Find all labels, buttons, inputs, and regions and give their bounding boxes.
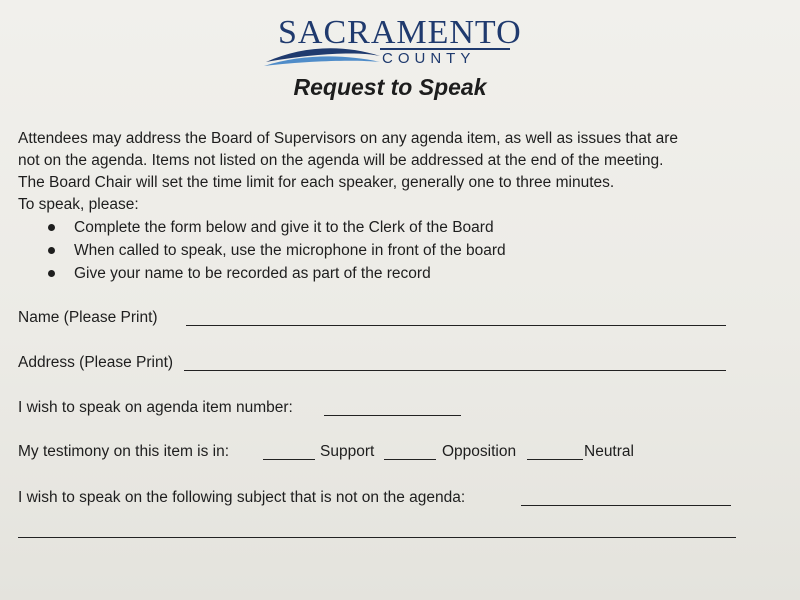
list-item: Give your name to be recorded as part of the record: [18, 262, 718, 285]
testimony-label: My testimony on this item is in:: [18, 443, 230, 460]
instructions-list: [18, 216, 718, 285]
neutral-blank[interactable]: [527, 459, 583, 460]
name-field[interactable]: [186, 325, 726, 326]
intro-line: To speak, please:: [18, 196, 139, 213]
intro-paragraph: [18, 128, 778, 216]
intro-line: The Board Chair will set the time limit for each speaker, generally one to three minutes.: [18, 174, 615, 191]
opposition-blank[interactable]: [384, 459, 436, 460]
logo-wordmark: SACRAMENTO: [278, 14, 522, 51]
sacramento-county-logo: [262, 10, 522, 74]
opposition-label: Opposition: [442, 443, 517, 460]
logo-subtitle: COUNTY: [382, 50, 476, 67]
address-field[interactable]: [184, 370, 726, 371]
agenda-item-number-field[interactable]: [324, 415, 461, 416]
subject-field[interactable]: [521, 505, 731, 506]
list-item: When called to speak, use the microphone in front of the board: [18, 239, 718, 262]
subject-label: I wish to speak on the following subject that is not on the agenda:: [18, 489, 466, 506]
name-label: Name (Please Print): [18, 309, 158, 326]
support-blank[interactable]: [263, 459, 315, 460]
agenda-item-label: I wish to speak on agenda item number:: [18, 399, 293, 416]
list-item: Complete the form below and give it to the Clerk of the Board: [18, 216, 718, 239]
subject-continuation-field[interactable]: [18, 537, 736, 538]
intro-line: Attendees may address the Board of Supervisors on any agenda item, as well as issues that are: [18, 130, 678, 147]
neutral-label: Neutral: [584, 443, 634, 460]
page-title: Request to Speak: [293, 74, 487, 100]
support-label: Support: [320, 443, 375, 460]
address-label: Address (Please Print): [18, 354, 174, 371]
intro-line: not on the agenda. Items not listed on the agenda will be addressed at the end of the meeting.: [18, 152, 664, 169]
